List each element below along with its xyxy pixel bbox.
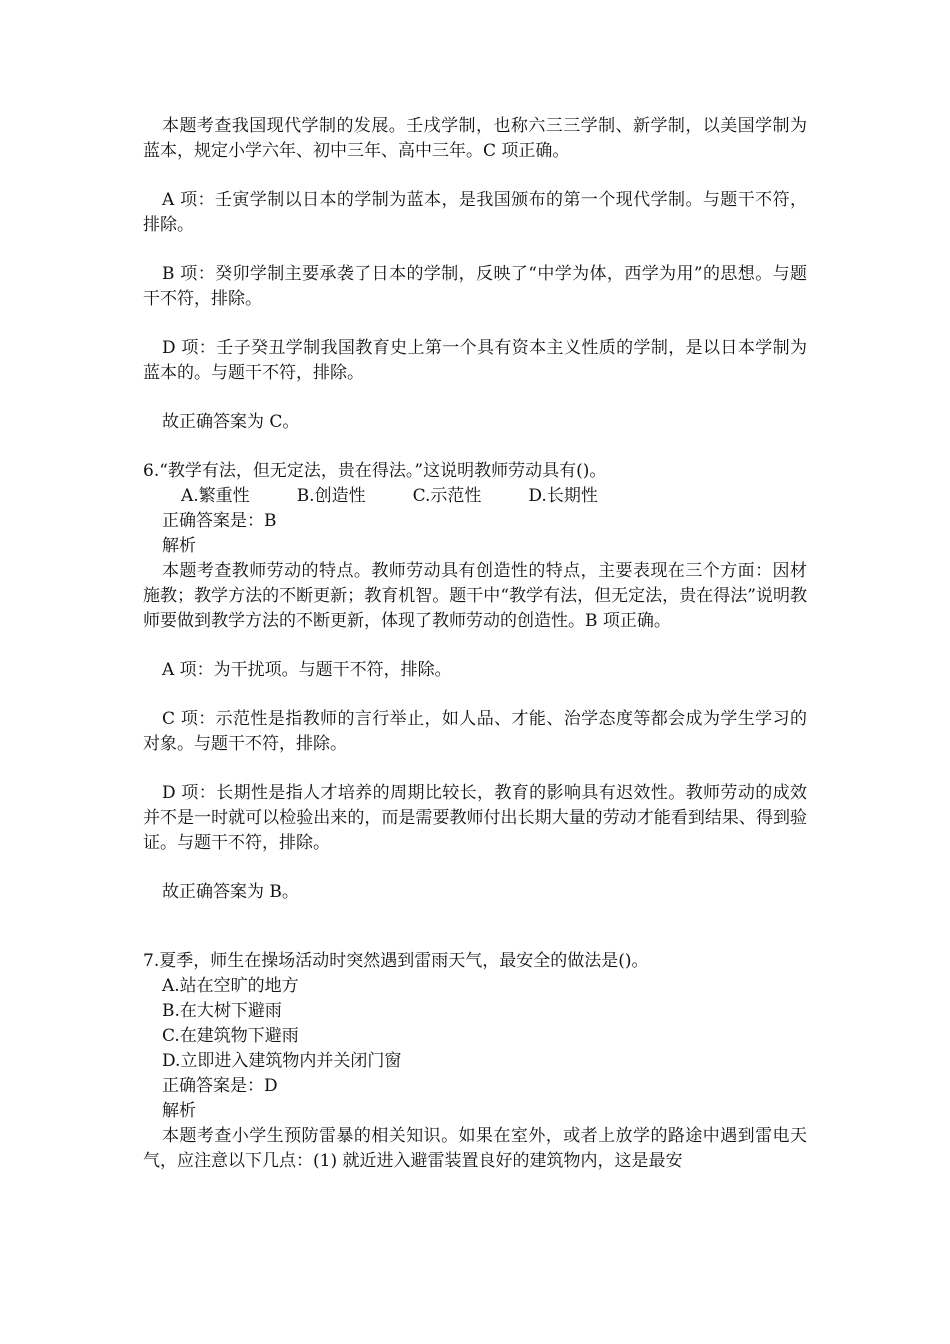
q6-analysis-label: 解析: [162, 536, 196, 556]
q6-answer: 正确答案是：B: [162, 511, 277, 531]
q6-conclusion: 故正确答案为 B。: [162, 882, 299, 902]
q7-option-a: A.站在空旷的地方: [162, 976, 299, 996]
q5-option-d-explanation: D 项：壬子癸丑学制我国教育史上第一个具有资本主义性质的学制，是以日本学制为蓝本的。与题干不符，排除。: [143, 338, 807, 383]
q6-options: [143, 484, 807, 509]
q7-stem: 7.夏季，师生在操场活动时突然遇到雷雨天气，最安全的做法是()。: [143, 951, 649, 971]
document-body: [143, 114, 807, 1174]
q5-conclusion: 故正确答案为 C。: [162, 412, 300, 432]
q6-analysis-paragraph: 本题考查教师劳动的特点。教师劳动具有创造性的特点，主要表现在三个方面：因材施教；教学方法的不断更新；教育机智。题干中“教学有法，但无定法，贵在得法”说明教师要做到教学方法的不断更新，体现了教师劳动的创造性。B 项正确。: [143, 561, 807, 631]
q5-option-b-explanation: B 项：癸卯学制主要承袭了日本的学制，反映了“中学为体，西学为用”的思想。与题干不符，排除。: [143, 264, 807, 309]
q7-option-b: B.在大树下避雨: [162, 1001, 282, 1021]
q7-option-d: D.立即进入建筑物内并关闭门窗: [162, 1051, 402, 1071]
q7-analysis-label: 解析: [162, 1101, 196, 1121]
q6-option-c-explanation: C 项：示范性是指教师的言行举止，如人品、才能、治学态度等都会成为学生学习的对象。与题干不符，排除。: [143, 709, 807, 754]
q6-option-c: C.示范性: [412, 486, 482, 506]
q6-option-d: D.长期性: [528, 486, 598, 506]
q7-analysis-paragraph: 本题考查小学生预防雷暴的相关知识。如果在室外，或者上放学的路途中遇到雷电天气，应注意以下几点：(1) 就近进入避雷装置良好的建筑物内，这是最安: [143, 1126, 807, 1171]
q5-analysis-paragraph: 本题考查我国现代学制的发展。壬戌学制，也称六三三学制、新学制，以美国学制为蓝本，规定小学六年、初中三年、高中三年。C 项正确。: [143, 116, 807, 161]
q5-option-a-explanation: A 项：壬寅学制以日本的学制为蓝本，是我国颁布的第一个现代学制。与题干不符，排除。: [143, 190, 807, 235]
q6-option-a-explanation: A 项：为干扰项。与题干不符，排除。: [162, 660, 452, 680]
q6-option-a: A.繁重性: [181, 486, 250, 506]
q6-option-d-explanation: D 项：长期性是指人才培养的周期比较长，教育的影响具有迟效性。教师劳动的成效并不是一时就可以检验出来的，而是需要教师付出长期大量的劳动才能看到结果、得到验证。与题干不符，排除。: [143, 783, 807, 853]
q7-answer: 正确答案是：D: [162, 1076, 278, 1096]
q7-option-c: C.在建筑物下避雨: [162, 1026, 299, 1046]
q6-stem: 6.“教学有法，但无定法，贵在得法。”这说明教师劳动具有()。: [143, 461, 607, 481]
q6-option-b: B.创造性: [296, 486, 366, 506]
